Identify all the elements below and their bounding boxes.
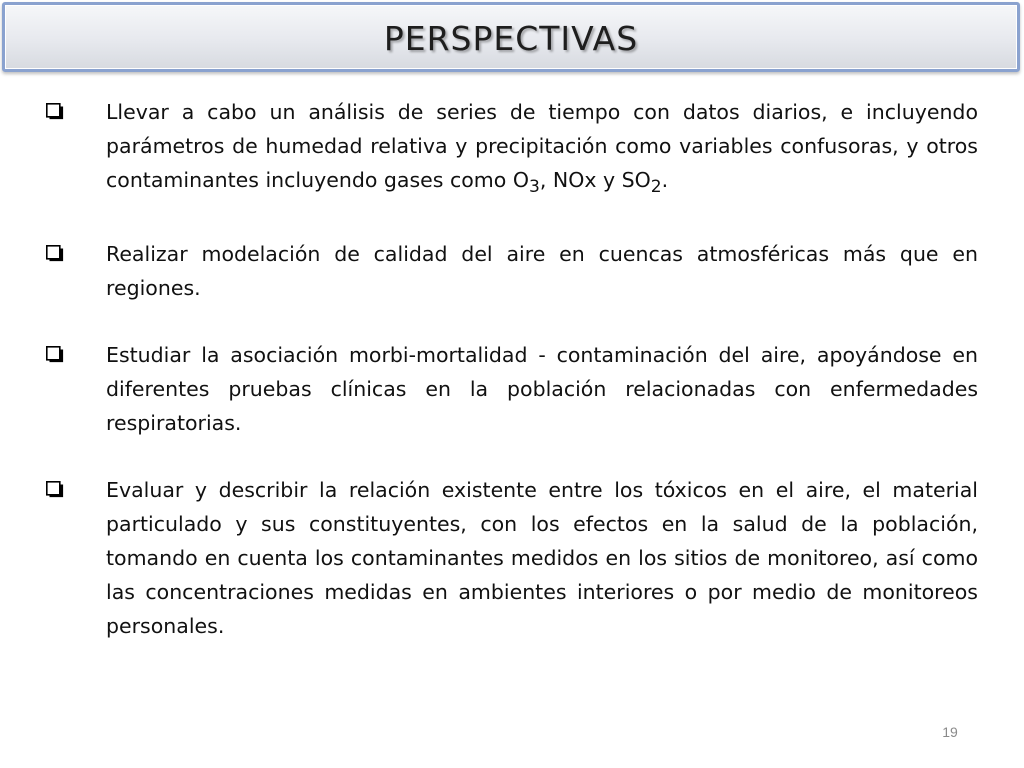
checkbox-bullet-icon xyxy=(46,473,106,507)
bullet-text: Realizar modelación de calidad del aire en cuencas atmosféricas más que en regiones. xyxy=(106,242,978,301)
checkbox-bullet-icon xyxy=(46,95,106,129)
bullet-text-main: Llevar a cabo un análisis de series de tiempo con datos diarios, e incluyendo parámetros de humedad relativa y precipitación como variables confusoras, y otros contaminantes incluyendo gases como O xyxy=(106,100,978,192)
bullet-item xyxy=(46,237,978,305)
subscript-so2: 2 xyxy=(650,177,662,198)
bullet-text: Evaluar y describir la relación existente entre los tóxicos en el aire, el material particulado y sus constituyentes, con los efectos en la salud de la población, tomando en cuenta los contaminantes medidos en los sitios de monitoreo, así como las concentraciones medidas en ambientes interiores o por medio de monitoreos personales. xyxy=(106,478,978,639)
bullet-item xyxy=(46,95,978,204)
page-number: 19 xyxy=(942,724,958,740)
subscript-o3: 3 xyxy=(528,177,540,198)
bullet-list xyxy=(46,95,978,676)
bullet-text: Estudiar la asociación morbi-mortalidad - contaminación del aire, apoyándose en diferentes pruebas clínicas en la población relacionadas con enfermedades respiratorias. xyxy=(106,343,978,436)
bullet-text-end: . xyxy=(661,168,669,192)
bullet-text xyxy=(106,95,978,204)
bullet-item xyxy=(46,338,978,440)
slide-title: PERSPECTIVAS xyxy=(383,19,639,58)
checkbox-bullet-icon xyxy=(46,237,106,271)
checkbox-bullet-icon xyxy=(46,338,106,372)
title-bar xyxy=(2,2,1020,72)
bullet-text-mid: , NOx y SO xyxy=(539,168,651,192)
bullet-item xyxy=(46,473,978,643)
